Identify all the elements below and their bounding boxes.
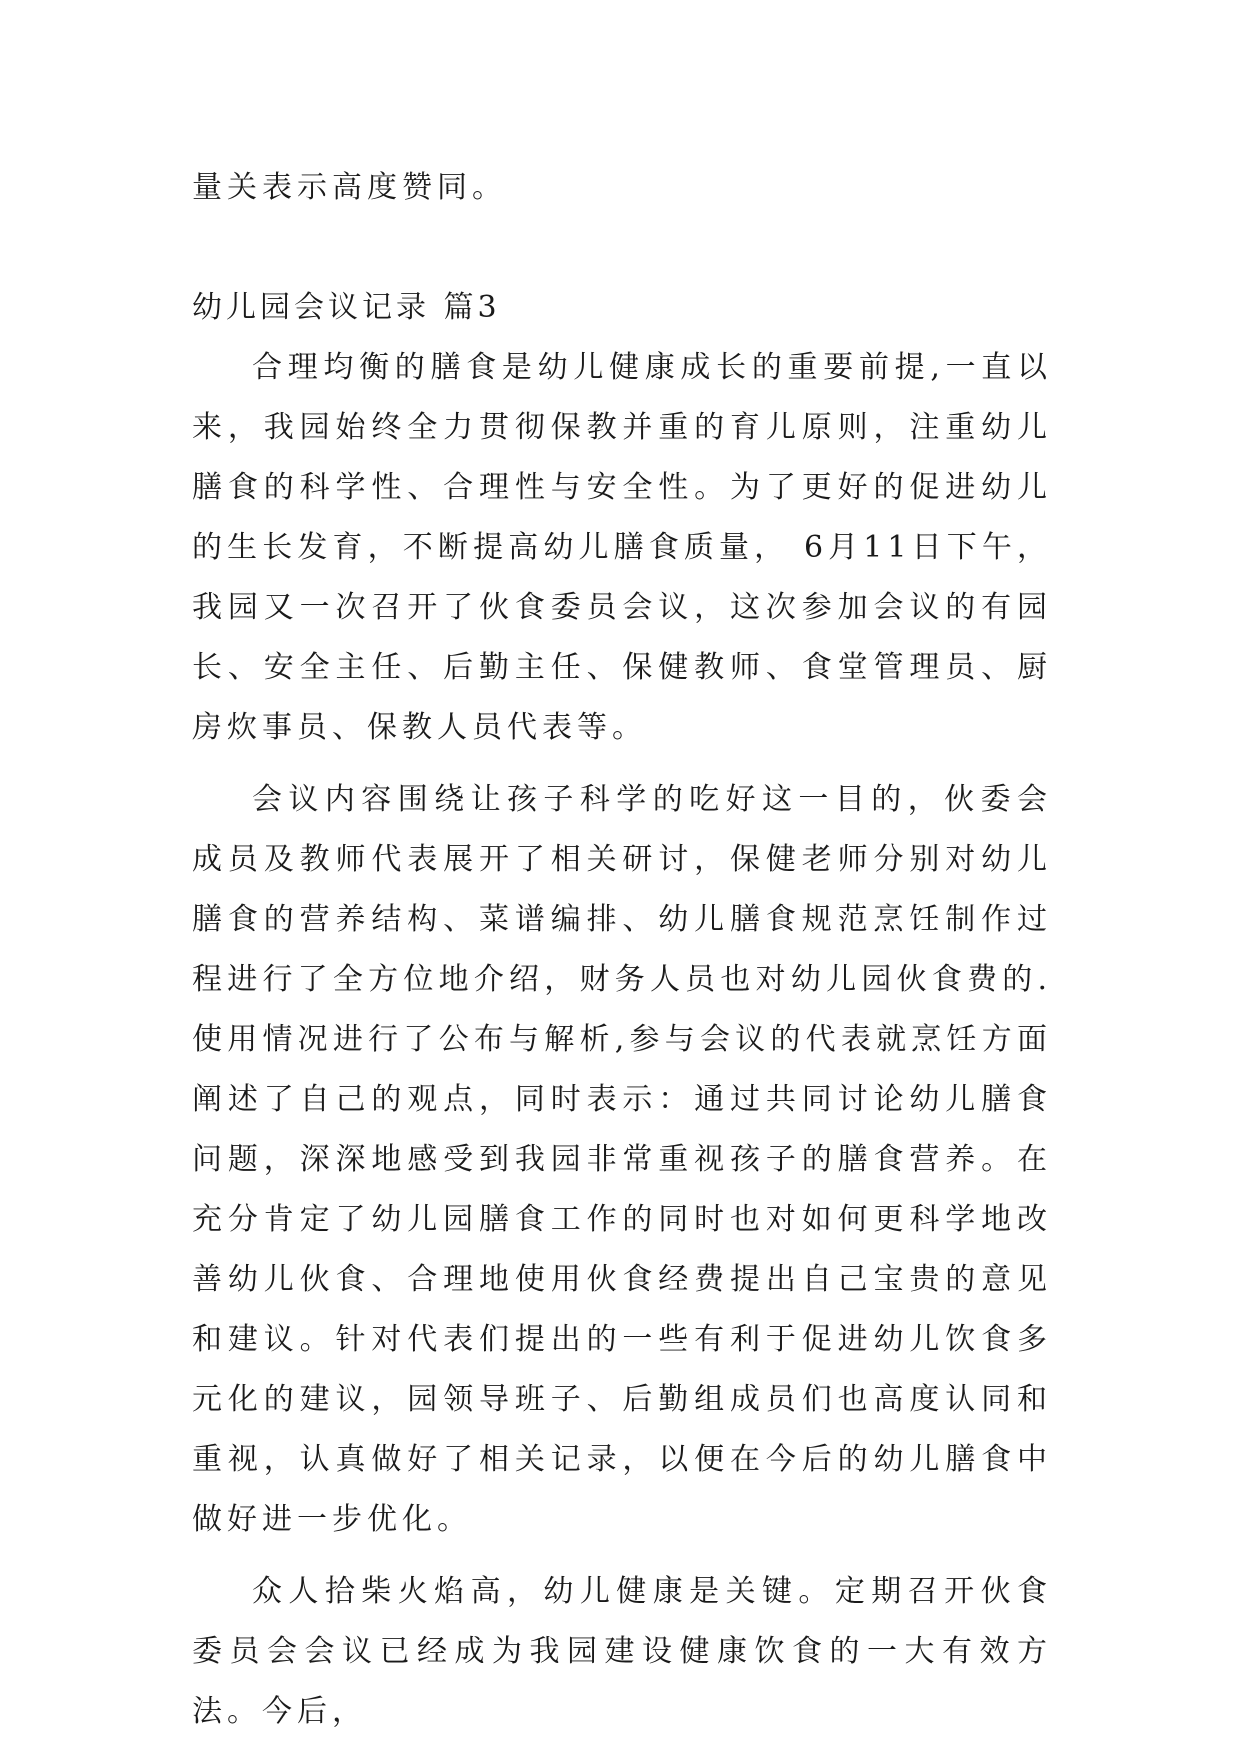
paragraph-2: 会议内容围绕让孩子科学的吃好这一目的，伙委会成员及教师代表展开了相关研讨，保健老师分别对幼儿膳食的营养结构、菜谱编排、幼儿膳食规范烹饪制作过程进行了全方位地介绍，财务人员也对幼儿园伙食费的.使用情况进行了公布与解析,参与会议的代表就烹饪方面阐述了自己的观点，同时表示：通过共同讨论幼儿膳食问题，深深地感受到我园非常重视孩子的膳食营养。在充分肯定了幼儿园膳食工作的同时也对如何更科学地改善幼儿伙食、合理地使用伙食经费提出自己宝贵的意见和建议。针对代表们提出的一些有利于促进幼儿饮食多元化的建议，园领导班子、后勤组成员们也高度认同和重视，认真做好了相关记录，以便在今后的幼儿膳食中做好进一步优化。 [192, 782, 1052, 1537]
continuation-paragraph [192, 158, 1052, 218]
body-text [192, 338, 1052, 1742]
continuation-text: 量关表示高度赞同。 [192, 170, 507, 205]
paragraph-1: 合理均衡的膳食是幼儿健康成长的重要前提,一直以来，我园始终全力贯彻保教并重的育儿原则，注重幼儿膳食的科学性、合理性与安全性。为了更好的促进幼儿的生长发育，不断提高幼儿膳食质量， 6月11日下午，我园又一次召开了伙食委员会议，这次参加会议的有园长、安全主任、后勤主任、保健教师、食堂管理员、厨房炊事员、保教人员代表等。 [192, 350, 1052, 745]
section-title: 幼儿园会议记录 篇3 [192, 290, 501, 325]
paragraph-3: 众人拾柴火焰高，幼儿健康是关键。定期召开伙食委员会会议已经成为我园建设健康饮食的一大有效方法。今后， [192, 1574, 1052, 1729]
